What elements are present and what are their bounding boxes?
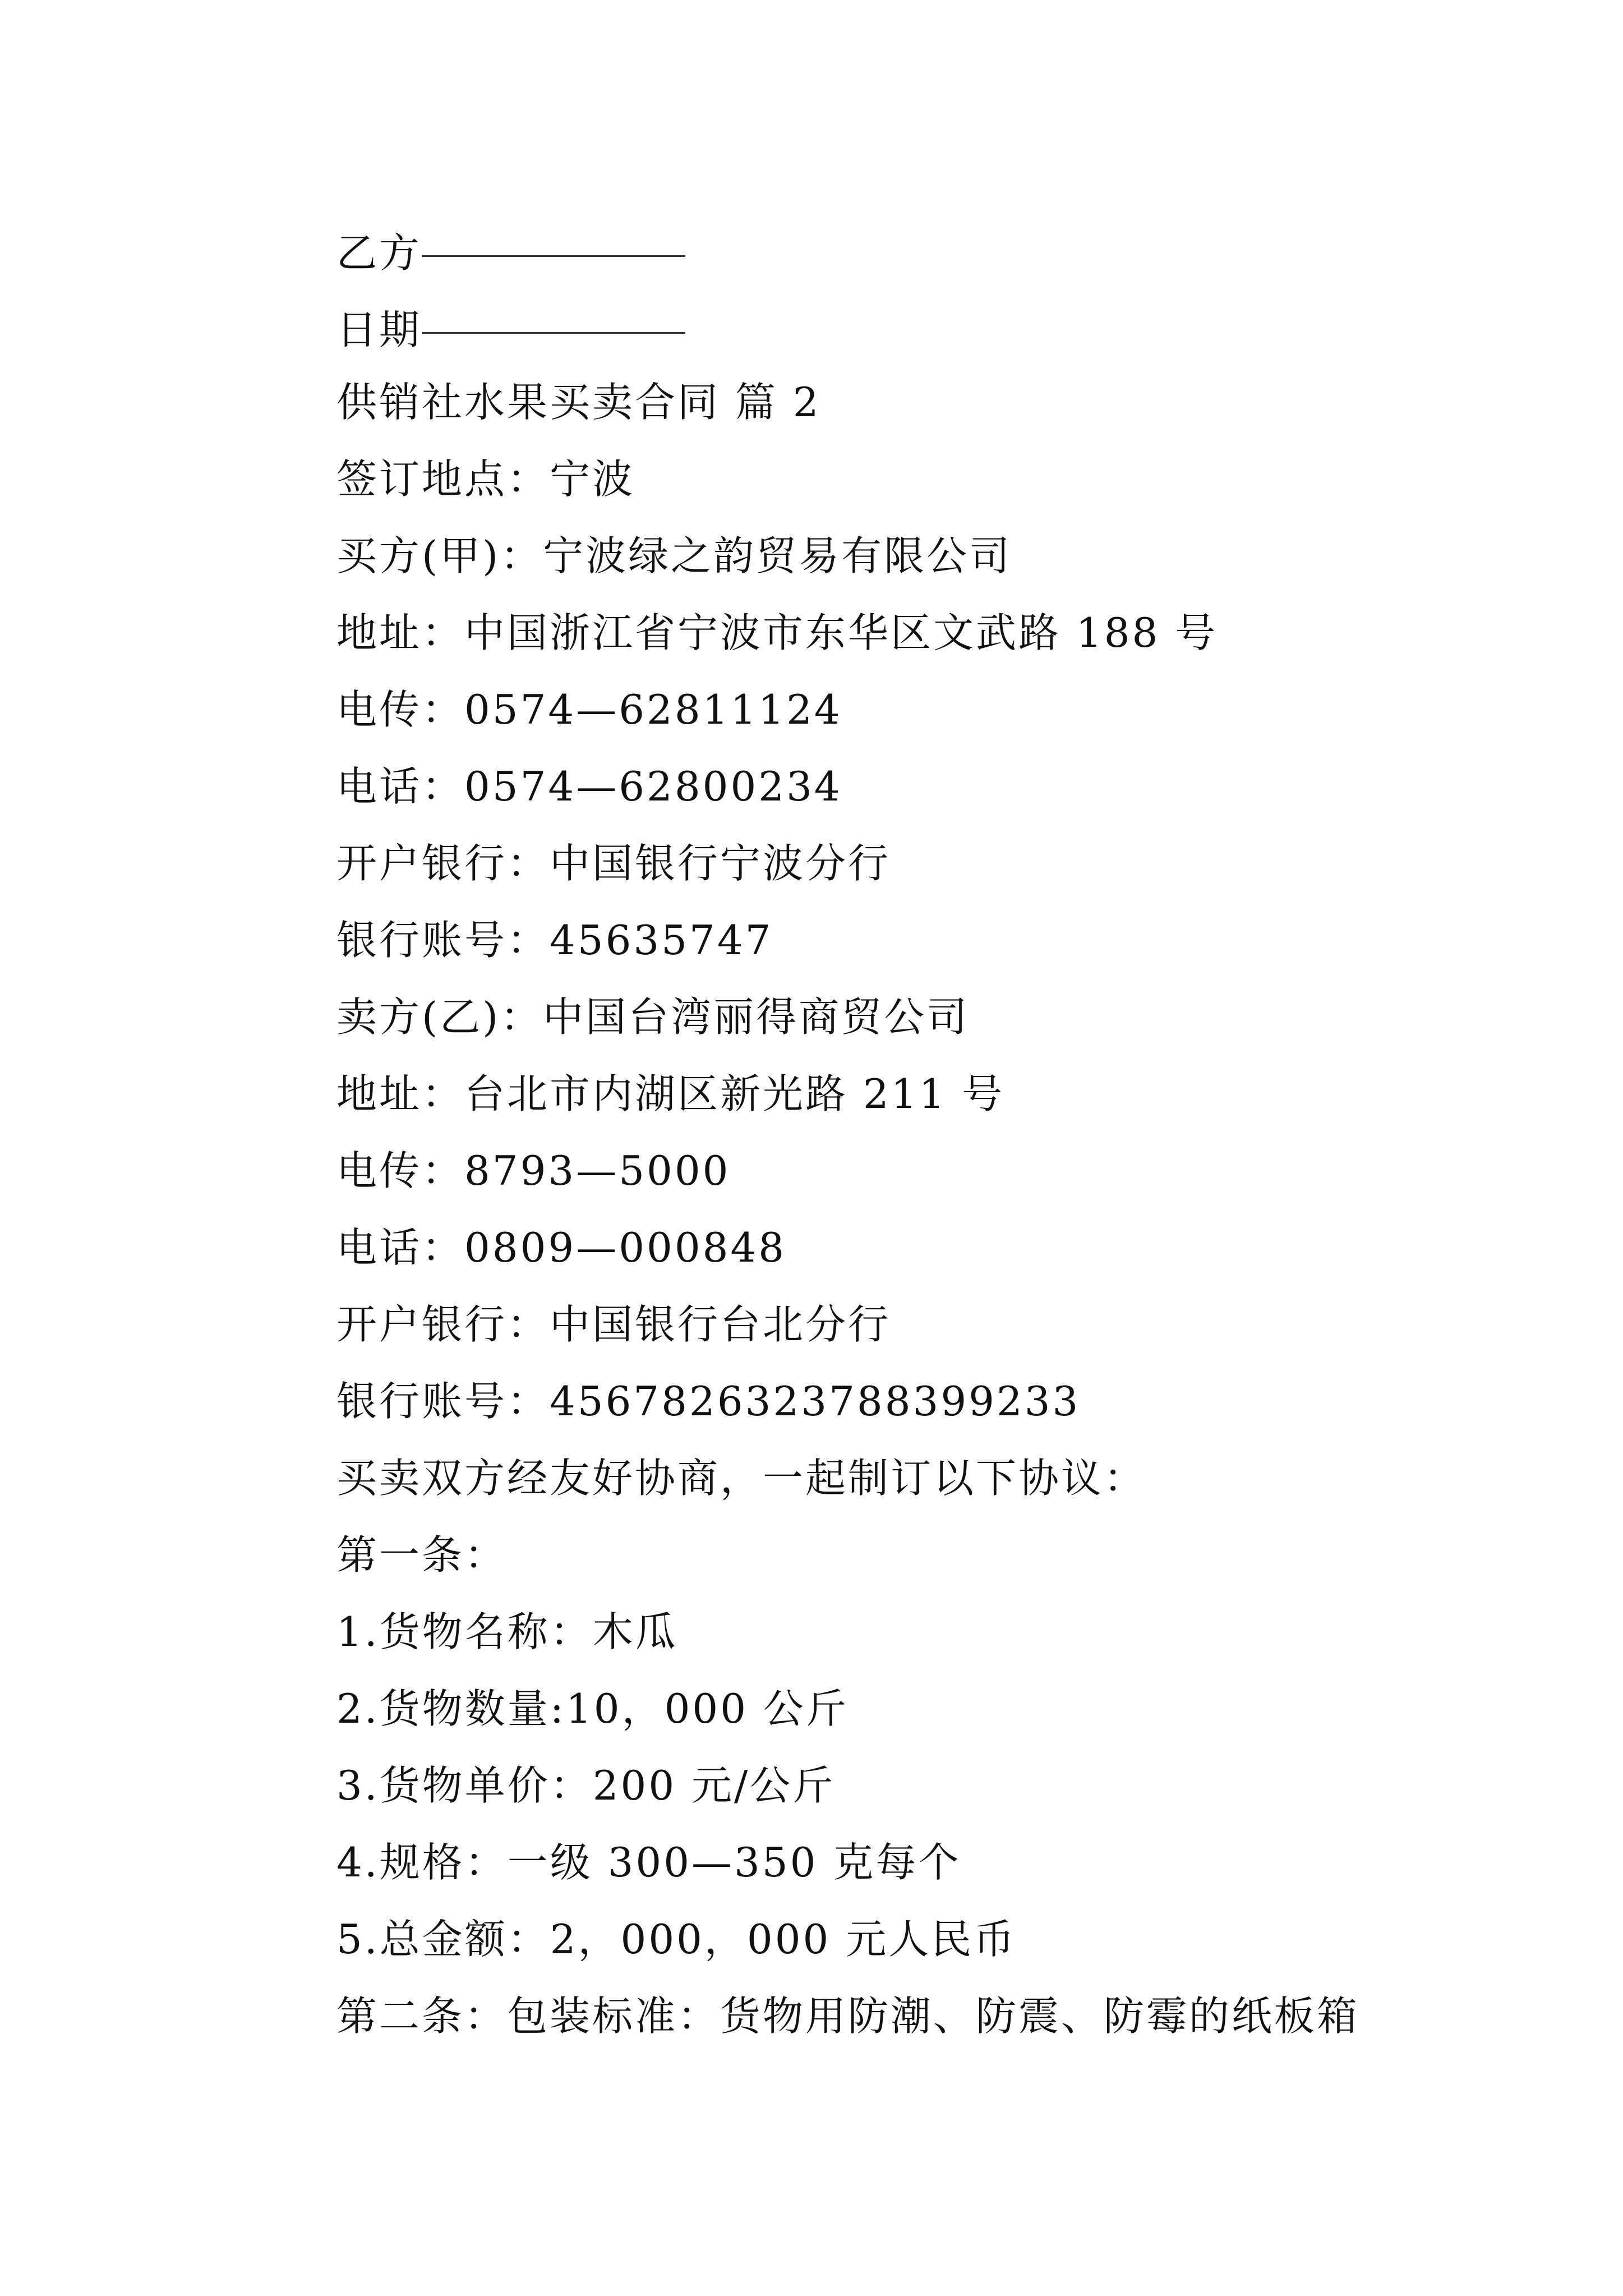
seller-name: 卖方(乙)：中国台湾丽得商贸公司 bbox=[336, 993, 970, 1041]
party-b-signature-line bbox=[336, 210, 1514, 287]
buyer-bank: 开户银行：中国银行宁波分行 bbox=[336, 840, 891, 887]
seller-phone: 电话：0809—000848 bbox=[336, 1224, 787, 1271]
total-amount: 5.总金额：2，000，000 元人民币 bbox=[336, 1916, 1017, 1963]
signing-place: 签订地点：宁波 bbox=[336, 455, 635, 503]
seller-telex: 电传：8793—5000 bbox=[336, 1147, 731, 1194]
date-signature-line bbox=[336, 287, 1514, 364]
goods-unit-price: 3.货物单价：200 元/公斤 bbox=[336, 1762, 836, 1809]
seller-address: 地址：台北市内湖区新光路 211 号 bbox=[336, 1070, 1005, 1117]
seller-account: 银行账号：4567826323788399233 bbox=[336, 1378, 1081, 1425]
article-one-heading: 第一条： bbox=[336, 1531, 508, 1579]
buyer-phone: 电话：0574—62800234 bbox=[336, 763, 842, 810]
buyer-name: 买方(甲)：宁波绿之韵贸易有限公司 bbox=[336, 532, 1012, 579]
party-b-blank bbox=[422, 210, 685, 257]
article-two-packaging: 第二条：包装标准：货物用防潮、防震、防霉的纸板箱 bbox=[336, 1993, 1360, 2040]
buyer-account: 银行账号：45635747 bbox=[336, 917, 773, 964]
goods-specification: 4.规格：一级 300—350 克每个 bbox=[336, 1839, 961, 1886]
party-b-label: 乙方 bbox=[336, 229, 422, 277]
agreement-intro: 买卖双方经友好协商，一起制订以下协议： bbox=[336, 1455, 1147, 1502]
buyer-telex: 电传：0574—62811124 bbox=[336, 686, 842, 733]
contract-title: 供销社水果买卖合同 篇 2 bbox=[336, 379, 821, 426]
goods-quantity: 2.货物数量:10，000 公斤 bbox=[336, 1685, 849, 1732]
buyer-address: 地址：中国浙江省宁波市东华区文武路 188 号 bbox=[336, 609, 1218, 656]
date-blank bbox=[422, 287, 685, 334]
date-label: 日期 bbox=[336, 306, 422, 353]
seller-bank: 开户银行：中国银行台北分行 bbox=[336, 1301, 891, 1348]
goods-name: 1.货物名称：木瓜 bbox=[336, 1608, 678, 1655]
contract-body bbox=[336, 210, 1514, 2055]
